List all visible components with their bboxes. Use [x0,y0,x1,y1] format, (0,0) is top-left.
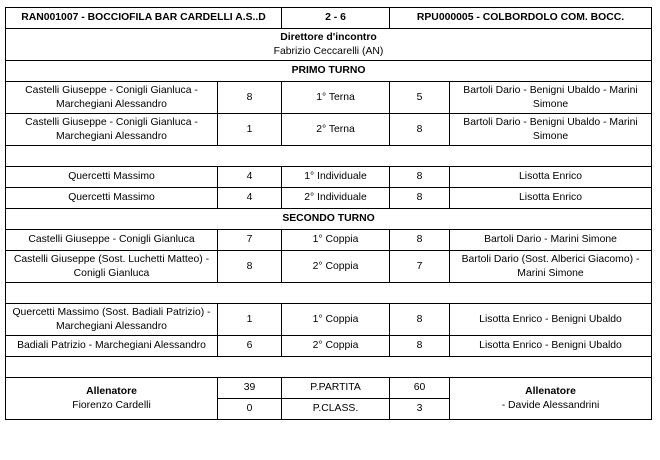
match-table [5,7,652,420]
home-score: 8 [218,82,282,114]
director-cell [6,29,652,61]
section-title: SECONDO TURNO [6,209,652,230]
home-players: Castelli Giuseppe (Sost. Luchetti Matteo) - Conigli Gianluca [6,251,218,283]
header-row [6,8,652,29]
home-players: Castelli Giuseppe - Conigli Gianluca [6,230,218,251]
match-type: 2° Individuale [282,188,390,209]
away-players: Lisotta Enrico [450,188,652,209]
away-players: Bartoli Dario (Sost. Alberici Giacomo) - Marini Simone [450,251,652,283]
table-row [6,230,652,251]
class-label: P.CLASS. [282,399,390,420]
away-score: 7 [390,251,450,283]
away-score: 5 [390,82,450,114]
class-away: 3 [390,399,450,420]
director-row [6,29,652,61]
director-label: Direttore d'incontro [280,31,377,43]
match-type: 2° Terna [282,114,390,146]
table-row [6,251,652,283]
home-players: Quercetti Massimo [6,188,218,209]
away-score: 8 [390,167,450,188]
away-score: 8 [390,304,450,336]
home-coach-label: Allenatore [86,385,137,397]
home-score: 7 [218,230,282,251]
section-second-round [6,209,652,230]
away-players: Lisotta Enrico [450,167,652,188]
table-row [6,188,652,209]
match-score: 2 - 6 [282,8,390,29]
away-players: Bartoli Dario - Marini Simone [450,230,652,251]
section-first-round [6,61,652,82]
table-row [6,114,652,146]
home-score: 6 [218,336,282,357]
away-players: Lisotta Enrico - Benigni Ubaldo [450,336,652,357]
home-score: 4 [218,188,282,209]
table-row [6,82,652,114]
match-type: 1° Individuale [282,167,390,188]
partita-away: 60 [390,378,450,399]
table-row [6,336,652,357]
home-score: 1 [218,114,282,146]
home-players: Quercetti Massimo [6,167,218,188]
spacer-row [6,283,652,304]
home-coach-cell [6,378,218,420]
spacer-row [6,146,652,167]
away-score: 8 [390,336,450,357]
home-score: 4 [218,167,282,188]
home-score: 8 [218,251,282,283]
partita-home: 39 [218,378,282,399]
home-coach-name: Fiorenzo Cardelli [72,399,151,411]
match-type: 1° Terna [282,82,390,114]
spacer-row [6,357,652,378]
away-coach-name: - Davide Alessandrini [501,399,600,411]
match-report [5,7,651,420]
match-type: 1° Coppia [282,304,390,336]
home-players: Quercetti Massimo (Sost. Badiali Patrizio) - Marchegiani Alessandro [6,304,218,336]
home-players: Castelli Giuseppe - Conigli Gianluca - Marchegiani Alessandro [6,114,218,146]
match-type: 1° Coppia [282,230,390,251]
away-team: RPU000005 - COLBORDOLO COM. BOCC. [390,8,652,29]
home-players: Badiali Patrizio - Marchegiani Alessandro [6,336,218,357]
away-players: Bartoli Dario - Benigni Ubaldo - Marini Simone [450,114,652,146]
home-players: Castelli Giuseppe - Conigli Gianluca - Marchegiani Alessandro [6,82,218,114]
home-team: RAN001007 - BOCCIOFILA BAR CARDELLI A.S..D [6,8,282,29]
away-coach-label: Allenatore [525,385,576,397]
class-home: 0 [218,399,282,420]
table-row [6,304,652,336]
away-score: 8 [390,114,450,146]
footer-row-partita [6,378,652,399]
away-players: Lisotta Enrico - Benigni Ubaldo [450,304,652,336]
away-score: 8 [390,188,450,209]
table-row [6,167,652,188]
away-score: 8 [390,230,450,251]
match-type: 2° Coppia [282,251,390,283]
director-name: Fabrizio Ceccarelli (AN) [273,45,384,57]
section-title: PRIMO TURNO [6,61,652,82]
home-score: 1 [218,304,282,336]
partita-label: P.PARTITA [282,378,390,399]
away-coach-cell [450,378,652,420]
match-type: 2° Coppia [282,336,390,357]
away-players: Bartoli Dario - Benigni Ubaldo - Marini Simone [450,82,652,114]
